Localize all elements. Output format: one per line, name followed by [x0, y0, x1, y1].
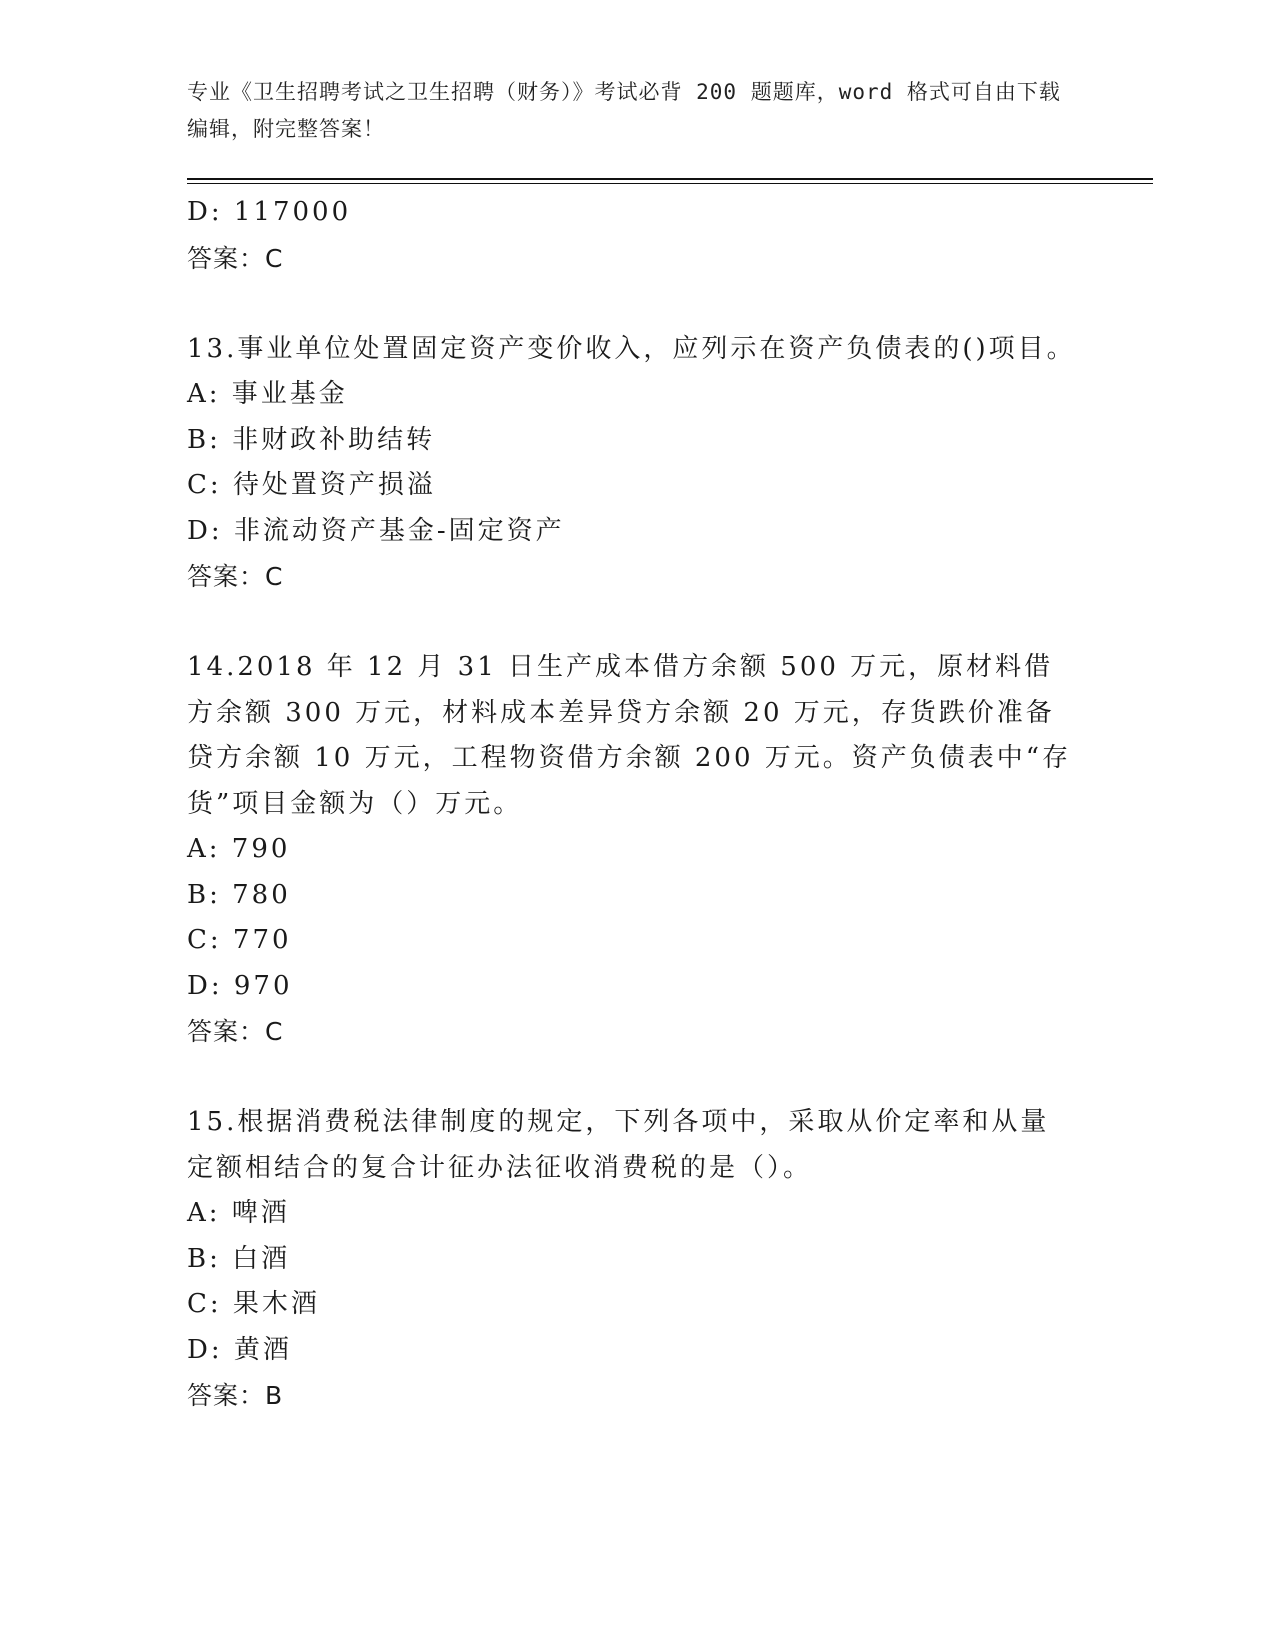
header-divider-thick: [187, 178, 1153, 180]
option-c: C: 果木酒: [187, 1289, 320, 1319]
question-12-tail: [187, 190, 1087, 281]
option-a: A: 事业基金: [187, 379, 348, 409]
option-c: C: 770: [187, 925, 292, 955]
answer-label: 答案：C: [187, 1017, 284, 1046]
option-d: D: 黄酒: [187, 1334, 292, 1365]
option-b: B: 非财政补助结转: [187, 424, 436, 455]
question-13: [187, 327, 1087, 600]
option-d: D: 117000: [187, 197, 352, 227]
question-stem: 14.2018 年 12 月 31 日生产成本借方余额 500 万元，原材料借方余额 300 万元，材料成本差异贷方余额 20 万元，存货跌价准备贷方余额 10 万元，工程物资借方余额 200 万元。资产负债表中“存货”项目金额为（）万元。: [187, 652, 1072, 819]
answer-label: 答案：C: [187, 562, 284, 591]
question-stem: 13.事业单位处置固定资产变价收入，应列示在资产负债表的()项目。: [187, 333, 1076, 364]
answer-label: 答案：B: [187, 1381, 284, 1410]
option-a: A: 啤酒: [187, 1198, 290, 1228]
question-stem: 15.根据消费税法律制度的规定，下列各项中，采取从价定率和从量定额相结合的复合计征办法征收消费税的是（）。: [187, 1107, 1050, 1183]
option-b: B: 780: [187, 879, 291, 910]
spacer: [187, 281, 1087, 327]
question-14: [187, 645, 1087, 1055]
spacer: [187, 600, 1087, 646]
option-d: D: 970: [187, 970, 293, 1001]
option-b: B: 白酒: [187, 1243, 291, 1274]
answer-label: 答案：C: [187, 243, 284, 273]
question-15: [187, 1100, 1087, 1419]
spacer: [187, 1055, 1087, 1101]
option-a: A: 790: [187, 834, 291, 864]
question-list: [187, 190, 1087, 1419]
option-d: D: 非流动资产基金-固定资产: [187, 515, 565, 546]
option-c: C: 待处置资产损溢: [187, 470, 436, 500]
page-header: 专业《卫生招聘考试之卫生招聘（财务）》考试必背 200 题题库，word 格式可自由下载编辑，附完整答案！: [187, 80, 1061, 141]
header-divider-thin: [187, 183, 1153, 184]
